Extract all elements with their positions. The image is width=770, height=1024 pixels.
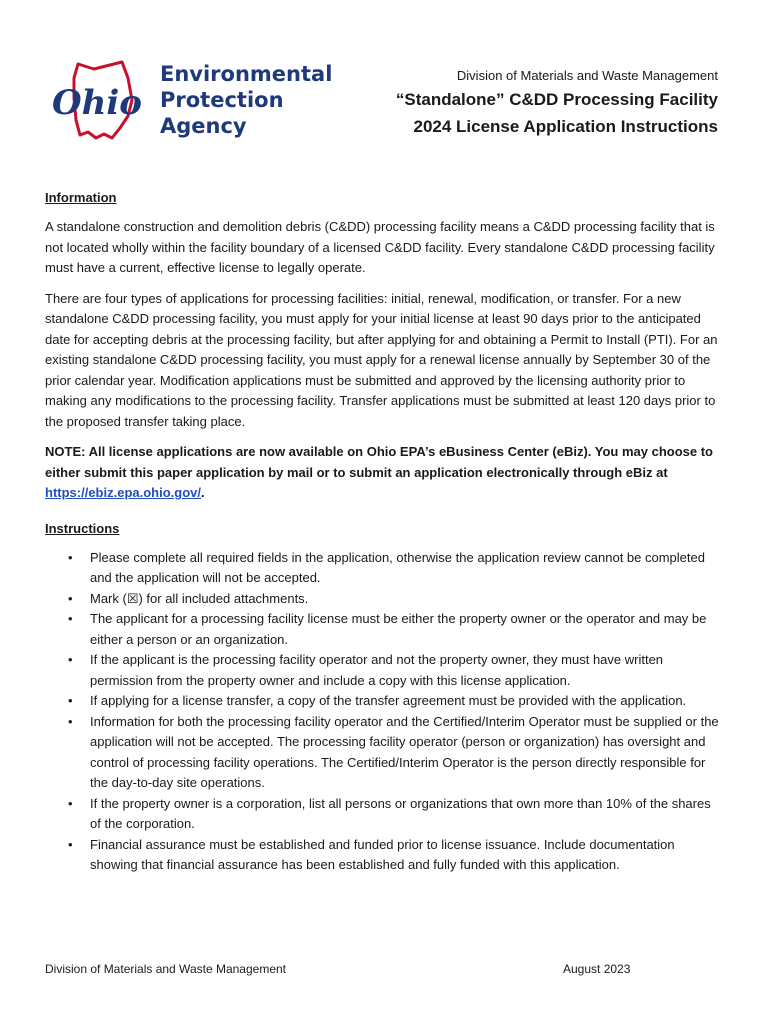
- instruction-item: • Please complete all required fields in the application, otherwise the application review cannot be completed and the application will not be accepted.: [90, 548, 725, 589]
- information-paragraph-1: A standalone construction and demolition debris (C&DD) processing facility means a C&DD processing facility that is not located wholly within the facility boundary of a licensed C&DD facility. Every standalone C&DD processing facility must have a current, effective license to legally operate.: [45, 219, 715, 275]
- agency-name-line2: Protection: [160, 88, 284, 112]
- logo-script-text: Ohio: [52, 83, 142, 123]
- title-line1: “Standalone” C&DD Processing Facility: [395, 90, 718, 109]
- instruction-item: • If applying for a license transfer, a copy of the transfer agreement must be provided with the application.: [90, 691, 725, 712]
- title-line2: 2024 License Application Instructions: [413, 117, 718, 136]
- document-body: [45, 188, 725, 876]
- instruction-item: • Financial assurance must be established and funded prior to license issuance. Include documentation showing that financial assurance has been established and fully funded with this application.: [90, 835, 725, 876]
- agency-name-line1: Environmental: [160, 62, 333, 86]
- footer-date: August 2023: [563, 962, 631, 976]
- instruction-item: • The applicant for a processing facility license must be either the property owner or the operator and may be either a person or an organization.: [90, 609, 725, 650]
- footer-division: Division of Materials and Waste Management: [45, 962, 286, 976]
- agency-name-line3: Agency: [160, 114, 247, 138]
- ebiz-note: [45, 442, 725, 504]
- instructions-heading: Instructions: [45, 520, 120, 536]
- ebiz-link[interactable]: https://ebiz.epa.ohio.gov/: [45, 485, 201, 500]
- information-paragraph-2: There are four types of applications for processing facilities: initial, renewal, modification, or transfer. For a new standalone C&DD processing facility, you must apply for your initial license at least 90 days prior to the anticipated date for accepting debris at the processing facility, but after applying for and obtaining a Permit to Install (PTI). For an existing standalone C&DD processing facility, you must apply for a renewal license annually by September 30 of the prior calendar year. Modification applications must be submitted and approved by the licensing authority prior to making any modifications to the processing facility. Transfer applications must be submitted at least 120 days prior to the proposed transfer taking place.: [45, 290, 718, 429]
- document-header: [298, 66, 718, 140]
- ohio-state-outline-icon: [48, 58, 156, 142]
- note-end: .: [201, 485, 205, 500]
- instruction-item: • Information for both the processing facility operator and the Certified/Interim Operator must be supplied or the application will not be accepted. The processing facility operator (person or organization) has oversight and control of processing facility operations. The Certified/Interim Operator is the person directly responsible for the day-to-day site operations.: [90, 712, 725, 794]
- instruction-item: • If the property owner is a corporation, list all persons or organizations that own more than 10% of the shares of the corporation.: [90, 794, 725, 835]
- instruction-item: • Mark (☒) for all included attachments.: [90, 589, 725, 610]
- ohio-epa-logo: [48, 58, 338, 150]
- header-division: Division of Materials and Waste Management: [456, 68, 718, 83]
- instruction-item: • If the applicant is the processing facility operator and not the property owner, they must have written permission from the property owner and include a copy with this license application.: [90, 650, 725, 691]
- note-text: NOTE: All license applications are now available on Ohio EPA’s eBusiness Center (eBiz). You may choose to either submit this paper application by mail or to submit an application electronically through eBiz at: [45, 444, 713, 480]
- instructions-list: [45, 548, 725, 876]
- information-heading: Information: [45, 190, 117, 205]
